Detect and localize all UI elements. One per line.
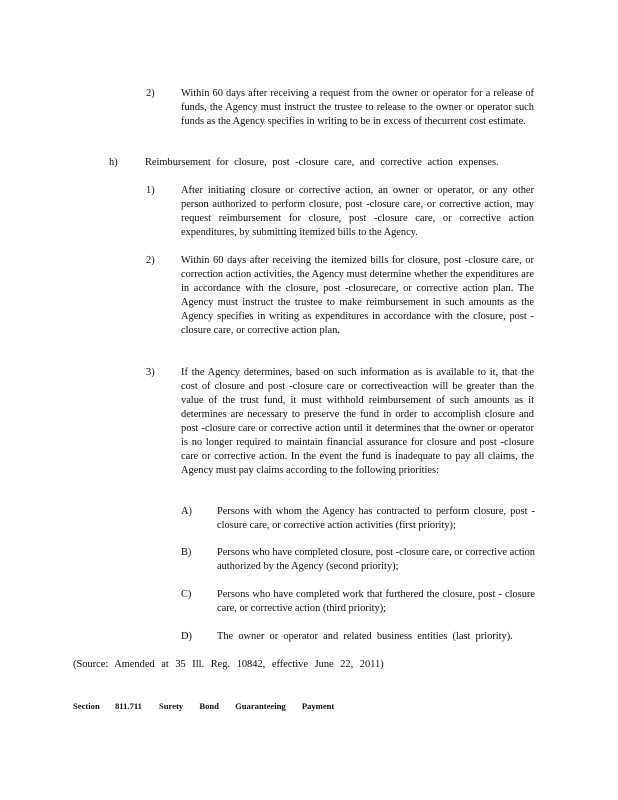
priority-a-text: Persons with whom the Agency has contracted to perform closure, post -closure care, or corrective action activities (first priority); xyxy=(217,506,535,531)
item-h3-number: 3) xyxy=(146,367,155,378)
item-a2-number: 2) xyxy=(146,88,155,99)
item-h-text: Reimbursement for closure, post -closure care, and corrective action expenses. xyxy=(145,157,499,168)
priority-c-text: Persons who have completed work that furthered the closure, post - closure care, or corrective action (third priority); xyxy=(217,589,535,614)
item-a2-text: Within 60 days after receiving a request from the owner or operator for a release of funds, the Agency must instruct the trustee to release to the owner or operator such funds as the Agency specifies in writing to be in excess of thecurrent cost estimate. xyxy=(181,88,534,127)
section-heading xyxy=(73,700,334,712)
source-note: (Source: Amended at 35 Ill. Reg. 10842, effective June 22, 2011) xyxy=(73,659,384,670)
item-h-letter: h) xyxy=(109,157,118,168)
item-h2-number: 2) xyxy=(146,255,155,266)
priority-c-letter: C) xyxy=(181,589,192,600)
section-label: Section xyxy=(73,701,100,711)
priority-b-letter: B) xyxy=(181,547,192,558)
item-h1-number: 1) xyxy=(146,185,155,196)
priority-a-letter: A) xyxy=(181,506,192,517)
item-h2-text: Within 60 days after receiving the itemized bills for closure, post -closure care, or correction action activities, the Agency must determine whether the expenditures are in accordance with the closure, post -closurecare, or corrective action plan. The Agency must instruct the trustee to make reimbursement in such amounts as the Agency specifies in writing as expenditures in accordance with the closure, post -closure care, or corrective action plan. xyxy=(181,255,534,336)
section-title: Surety Bond Guaranteeing Payment xyxy=(159,701,335,711)
priority-d-letter: D) xyxy=(181,631,192,642)
item-h3-text: If the Agency determines, based on such information as is available to it, that the cost of closure and post -closure care or correctiveaction will be greater than the value of the trust fund, it must withhold reimbursement of such amounts as it determines are necessary to preserve the fund in order to accomplish closure and post -closure care or corrective action until it determines that the owner or operator is no longer required to maintain financial assurance for closure and post -closure care or corrective action. In the event the fund is inadequate to pay all claims, the Agency must pay claims according to the following priorities: xyxy=(181,367,534,476)
priority-d-text: The owner or operator and related business entities (last priority). xyxy=(217,631,513,642)
item-h1-text: After initiating closure or corrective action, an owner or operator, or any other person authorized to perform closure, post -closure care, or corrective action, may request reimbursement for closure, post -closure care, or corrective action expenditures, by submitting itemized bills to the Agency. xyxy=(181,185,534,238)
section-number: 811.711 xyxy=(115,701,142,711)
priority-b-text: Persons who have completed closure, post -closure care, or corrective action authorized by the Agency (second priority); xyxy=(217,547,535,572)
